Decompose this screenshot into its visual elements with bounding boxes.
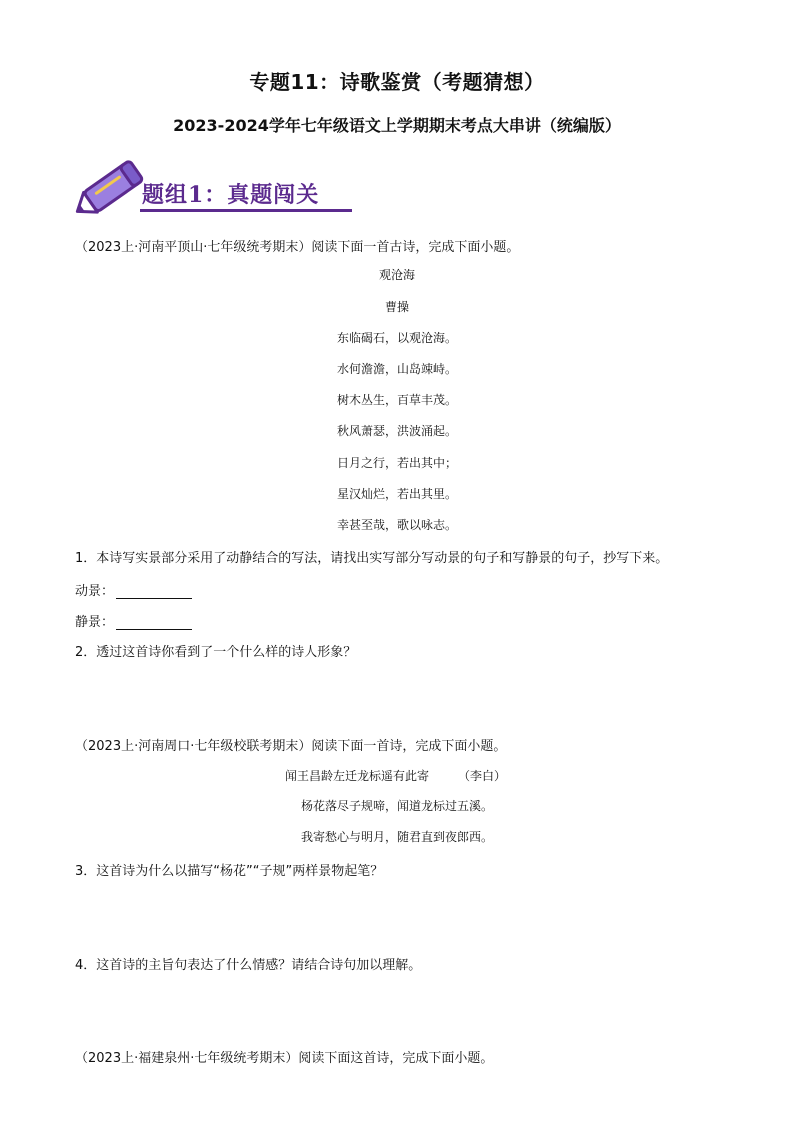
dynamic-label: 动景：	[75, 584, 115, 599]
poem1-title: 观沧海	[378, 268, 415, 282]
poem1-line: 水何澹澹，山岛竦峙。	[336, 362, 457, 376]
poem1-line: 日月之行，若出其中；	[336, 456, 457, 470]
page-subtitle: 2023-2024学年七年级语文上学期期末考点大串讲（统编版）	[173, 116, 621, 135]
poem2-line: 杨花落尽子规啼，闻道龙标过五溪。	[300, 799, 493, 813]
question-group-header	[74, 152, 394, 222]
section3-intro: （2023上·福建泉州·七年级统考期末）阅读下面这首诗，完成下面小题。	[75, 1051, 494, 1066]
poem1-line: 树木丛生，百草丰茂。	[336, 393, 457, 407]
section2-intro: （2023上·河南周口·七年级校联考期末）阅读下面一首诗，完成下面小题。	[75, 739, 507, 754]
answer-static-row	[75, 611, 192, 630]
static-answer-blank[interactable]	[116, 616, 192, 630]
section1-intro: （2023上·河南平顶山·七年级统考期末）阅读下面一首古诗，完成下面小题。	[75, 240, 520, 255]
poem1-line: 幸甚至哉，歌以咏志。	[336, 518, 457, 532]
question-1: 1．本诗写实景部分采用了动静结合的写法，请找出实写部分写动景的句子和写静景的句子，抄写下来。	[75, 551, 669, 566]
poem2-line: 我寄愁心与明月，随君直到夜郎西。	[300, 830, 493, 844]
question-4: 4．这首诗的主旨句表达了什么情感？请结合诗句加以理解。	[75, 958, 422, 973]
poem1-line: 东临碣石，以观沧海。	[336, 331, 457, 345]
poem1-author: 曹操	[384, 300, 409, 314]
answer-dynamic-row	[75, 580, 192, 599]
page-title: 专题11：诗歌鉴赏（考题猜想）	[249, 70, 545, 94]
question-3: 3．这首诗为什么以描写“杨花”“子规”两样景物起笔？	[75, 864, 384, 879]
poem1-line: 秋风萧瑟，洪波涌起。	[336, 424, 457, 438]
question-2: 2．透过这首诗你看到了一个什么样的诗人形象？	[75, 645, 357, 660]
group-title-underline	[140, 209, 352, 212]
group-title: 题组1：真题闯关	[142, 182, 320, 208]
poem2-author: （李白）	[458, 769, 507, 783]
poem2-title: 闻王昌龄左迁龙标遥有此寄	[285, 769, 430, 783]
static-label: 静景：	[75, 615, 115, 630]
dynamic-answer-blank[interactable]	[116, 585, 192, 599]
poem1-line: 星汉灿烂，若出其里。	[336, 487, 457, 501]
